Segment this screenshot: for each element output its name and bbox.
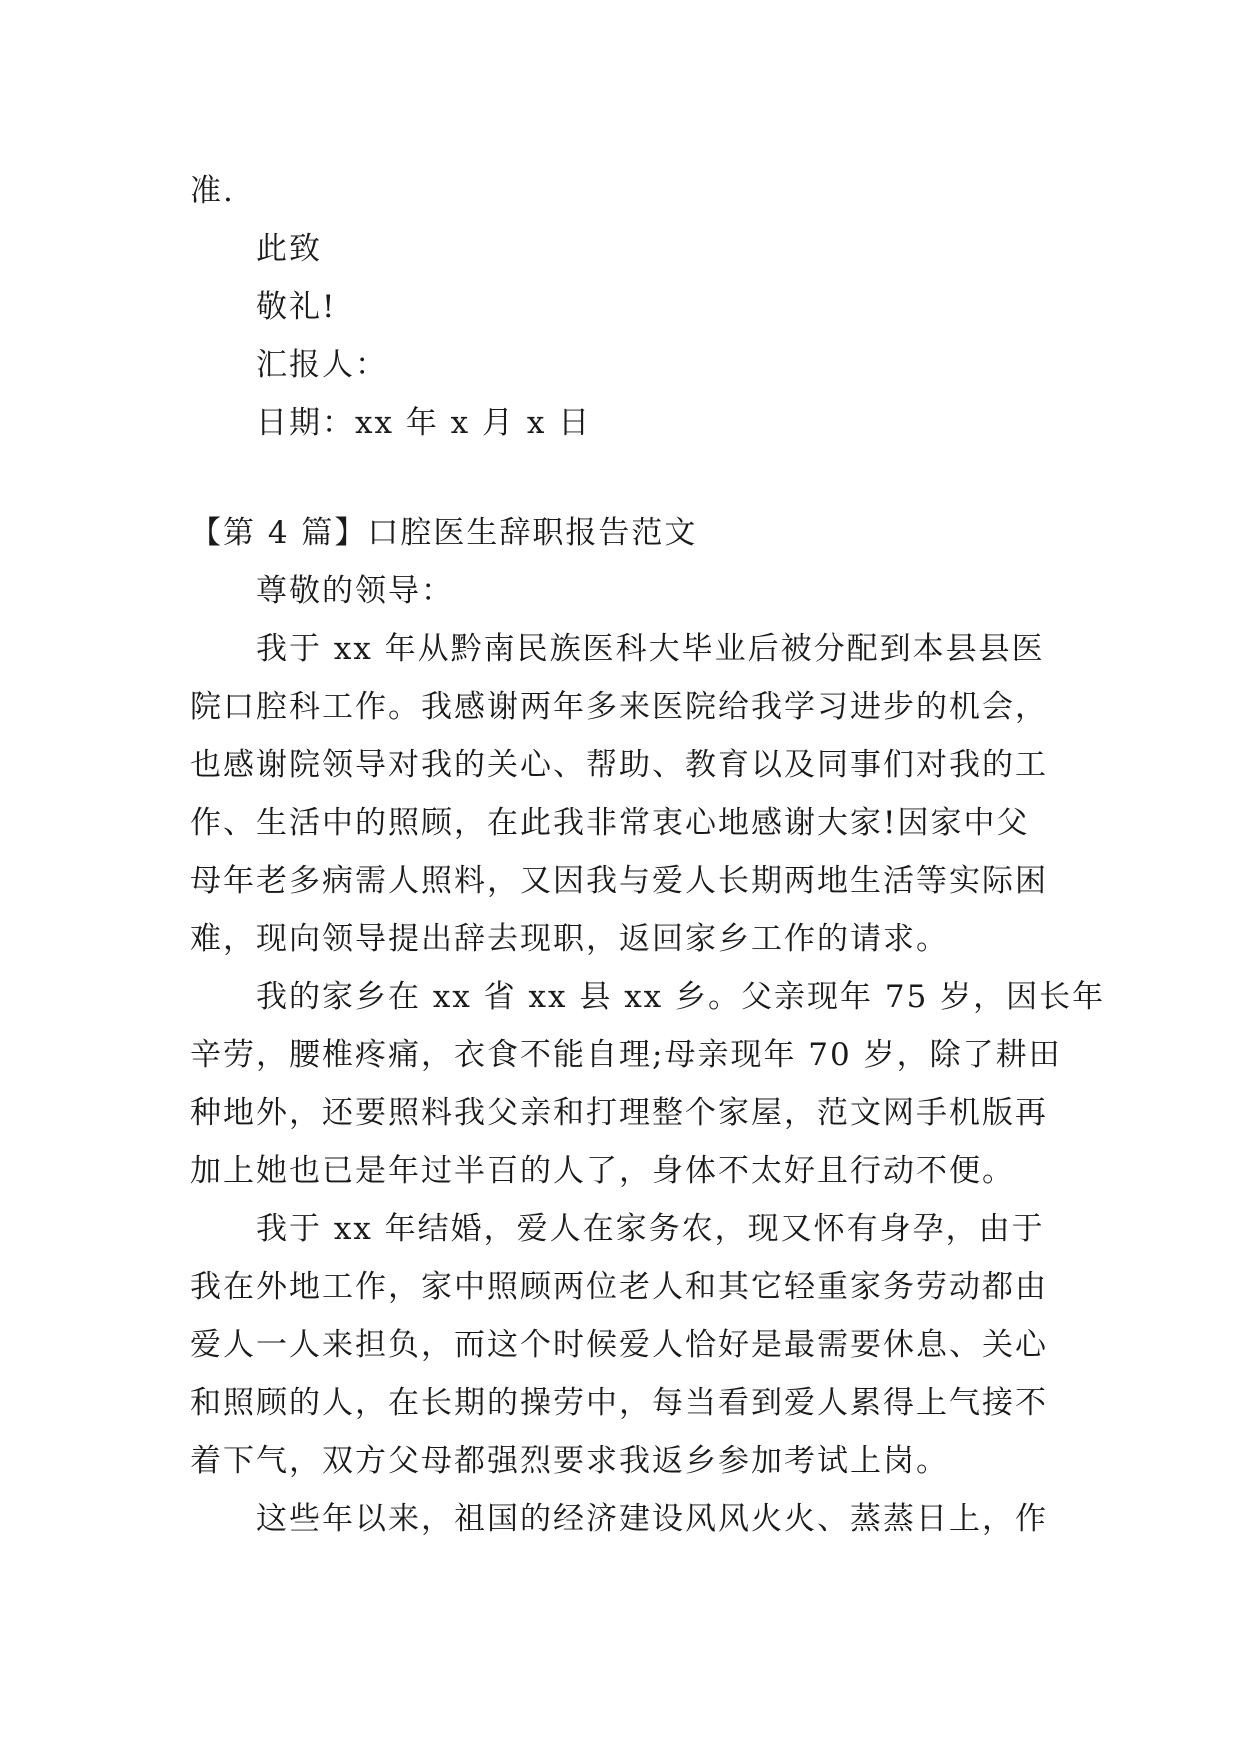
paragraph-line: 我在外地工作，家中照顾两位老人和其它轻重家务劳动都由 xyxy=(190,1269,1048,1305)
date-line: 日期：xx 年 x 月 x 日 xyxy=(256,405,592,441)
paragraph-line: 也感谢院领导对我的关心、帮助、教育以及同事们对我的工 xyxy=(190,747,1048,783)
text-line: 准. xyxy=(190,173,235,209)
paragraph-line: 这些年以来，祖国的经济建设风风火火、蒸蒸日上，作 xyxy=(256,1501,1048,1537)
paragraph-line: 我于 xx 年结婚，爱人在家务农，现又怀有身孕，由于 xyxy=(256,1211,1045,1247)
paragraph-line: 着下气，双方父母都强烈要求我返乡参加考试上岗。 xyxy=(190,1443,949,1479)
paragraph-line: 母年老多病需人照料，又因我与爱人长期两地生活等实际困 xyxy=(190,863,1048,899)
paragraph-line: 爱人一人来担负，而这个时候爱人恰好是最需要休息、关心 xyxy=(190,1327,1048,1363)
reporter-line: 汇报人： xyxy=(256,347,388,383)
paragraph-line: 和照顾的人，在长期的操劳中，每当看到爱人累得上气接不 xyxy=(190,1385,1048,1421)
paragraph-line: 加上她也已是年过半百的人了，身体不太好且行动不便。 xyxy=(190,1153,1015,1189)
section-heading: 【第 4 篇】口腔医生辞职报告范文 xyxy=(190,515,698,551)
paragraph-line: 种地外，还要照料我父亲和打理整个家屋，范文网手机版再 xyxy=(190,1095,1048,1131)
paragraph-line: 我的家乡在 xx 省 xx 县 xx 乡。父亲现年 75 岁，因长年 xyxy=(256,979,1106,1015)
greeting-line: 尊敬的领导： xyxy=(256,573,454,609)
paragraph-line: 作、生活中的照顾，在此我非常衷心地感谢大家!因家中父 xyxy=(190,805,1030,841)
paragraph-line: 院口腔科工作。我感谢两年多来医院给我学习进步的机会， xyxy=(190,689,1048,725)
paragraph-line: 难，现向领导提出辞去现职，返回家乡工作的请求。 xyxy=(190,921,949,957)
paragraph-line: 辛劳，腰椎疼痛，衣食不能自理;母亲现年 70 岁，除了耕田 xyxy=(190,1037,1062,1073)
paragraph-line: 我于 xx 年从黔南民族医科大毕业后被分配到本县县医 xyxy=(256,631,1045,667)
closing-line: 此致 xyxy=(256,231,322,267)
salutation-line: 敬礼! xyxy=(256,289,337,325)
